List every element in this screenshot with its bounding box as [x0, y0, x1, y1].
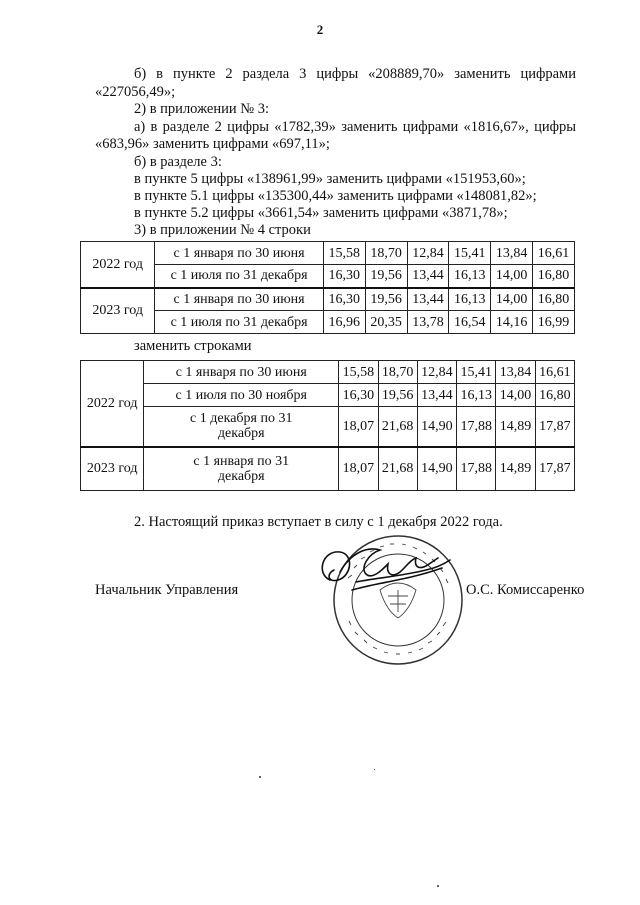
period-cell: с 1 июля по 30 ноября: [144, 384, 339, 407]
value-cell: 14,00: [496, 384, 535, 407]
value-cell: 14,89: [496, 447, 535, 491]
scan-speck: [374, 769, 375, 770]
year-cell: 2023 год: [81, 447, 144, 491]
value-cell: 13,44: [407, 265, 449, 288]
table-row: [81, 265, 575, 288]
period-cell: с 1 января по 30 июня: [155, 242, 324, 265]
paragraph-6: в пункте 5.1 цифры «135300,44» заменить цифрами «148081,82»;: [134, 188, 537, 204]
value-cell: 17,88: [457, 447, 496, 491]
value-cell: 14,89: [496, 407, 535, 447]
period-cell: с 1 июля по 31 декабря: [155, 265, 324, 288]
scan-speck: [259, 776, 261, 778]
value-cell: 16,30: [323, 288, 365, 311]
value-cell: 19,56: [365, 265, 407, 288]
handwritten-signature: [312, 532, 462, 612]
value-cell: 16,13: [449, 265, 491, 288]
value-cell: 16,13: [449, 288, 491, 311]
value-cell: 16,61: [535, 361, 574, 384]
value-cell: 15,58: [323, 242, 365, 265]
period-cell: с 1 июля по 31 декабря: [155, 311, 324, 334]
value-cell: 16,96: [323, 311, 365, 334]
value-cell: 16,80: [533, 265, 575, 288]
effective-date-paragraph: 2. Настоящий приказ вступает в силу с 1 декабря 2022 года.: [134, 514, 503, 530]
scan-speck: [437, 885, 439, 887]
value-cell: 13,84: [491, 242, 533, 265]
paragraph-1b: «227056,49»;: [95, 84, 176, 100]
value-cell: 18,07: [339, 407, 378, 447]
value-cell: 21,68: [378, 447, 417, 491]
value-cell: 16,13: [457, 384, 496, 407]
value-cell: 16,61: [533, 242, 575, 265]
value-cell: 19,56: [365, 288, 407, 311]
paragraph-3a: а) в разделе 2 цифры «1782,39» заменить цифрами «1816,67», цифры: [134, 119, 576, 135]
value-cell: 14,90: [417, 407, 456, 447]
period-cell: с 1 января по 30 июня: [144, 361, 339, 384]
value-cell: 12,84: [417, 361, 456, 384]
paragraph-5: в пункте 5 цифры «138961,99» заменить цифрами «151953,60»;: [134, 171, 526, 187]
year-cell: 2022 год: [81, 361, 144, 447]
value-cell: 14,00: [491, 265, 533, 288]
value-cell: 15,41: [457, 361, 496, 384]
value-cell: 13,44: [417, 384, 456, 407]
value-cell: 17,87: [535, 407, 574, 447]
value-cell: 16,30: [323, 265, 365, 288]
value-cell: 15,58: [339, 361, 378, 384]
value-cell: 17,87: [535, 447, 574, 491]
paragraph-3b: «683,96» заменить цифрами «697,11»;: [95, 136, 330, 152]
value-cell: 13,78: [407, 311, 449, 334]
paragraph-1a: б) в пункте 2 раздела 3 цифры «208889,70» заменить цифрами: [134, 66, 576, 82]
value-cell: 16,80: [535, 384, 574, 407]
page-number: 2: [316, 22, 324, 37]
signer-name: О.С. Комиссаренко: [466, 582, 585, 598]
table-row: [81, 361, 575, 384]
value-cell: 21,68: [378, 407, 417, 447]
value-cell: 18,70: [378, 361, 417, 384]
table-old-rows: [80, 241, 575, 334]
value-cell: 13,44: [407, 288, 449, 311]
value-cell: 15,41: [449, 242, 491, 265]
period-cell: с 1 января по 30 июня: [155, 288, 324, 311]
table-row: [81, 407, 575, 447]
period-cell: с 1 января по 31 декабря: [144, 447, 339, 491]
table-row: [81, 384, 575, 407]
paragraph-2: 2) в приложении № 3:: [134, 101, 269, 117]
value-cell: 14,90: [417, 447, 456, 491]
value-cell: 16,80: [533, 288, 575, 311]
table-new-rows: [80, 360, 575, 491]
year-cell: 2023 год: [81, 288, 155, 334]
value-cell: 14,16: [491, 311, 533, 334]
value-cell: 17,88: [457, 407, 496, 447]
table-row: [81, 288, 575, 311]
value-cell: 20,35: [365, 311, 407, 334]
signer-position: Начальник Управления: [95, 582, 239, 598]
value-cell: 18,07: [339, 447, 378, 491]
table-row: [81, 311, 575, 334]
value-cell: 16,54: [449, 311, 491, 334]
paragraph-7: в пункте 5.2 цифры «3661,54» заменить цифрами «3871,78»;: [134, 205, 508, 221]
period-cell: с 1 декабря по 31 декабря: [144, 407, 339, 447]
value-cell: 13,84: [496, 361, 535, 384]
value-cell: 14,00: [491, 288, 533, 311]
year-cell: 2022 год: [81, 242, 155, 288]
value-cell: 16,99: [533, 311, 575, 334]
paragraph-8: 3) в приложении № 4 строки: [134, 222, 311, 238]
paragraph-4: б) в разделе 3:: [134, 154, 222, 170]
value-cell: 16,30: [339, 384, 378, 407]
replace-with-label: заменить строками: [134, 338, 252, 354]
value-cell: 18,70: [365, 242, 407, 265]
value-cell: 12,84: [407, 242, 449, 265]
value-cell: 19,56: [378, 384, 417, 407]
table-row: [81, 447, 575, 491]
table-row: [81, 242, 575, 265]
